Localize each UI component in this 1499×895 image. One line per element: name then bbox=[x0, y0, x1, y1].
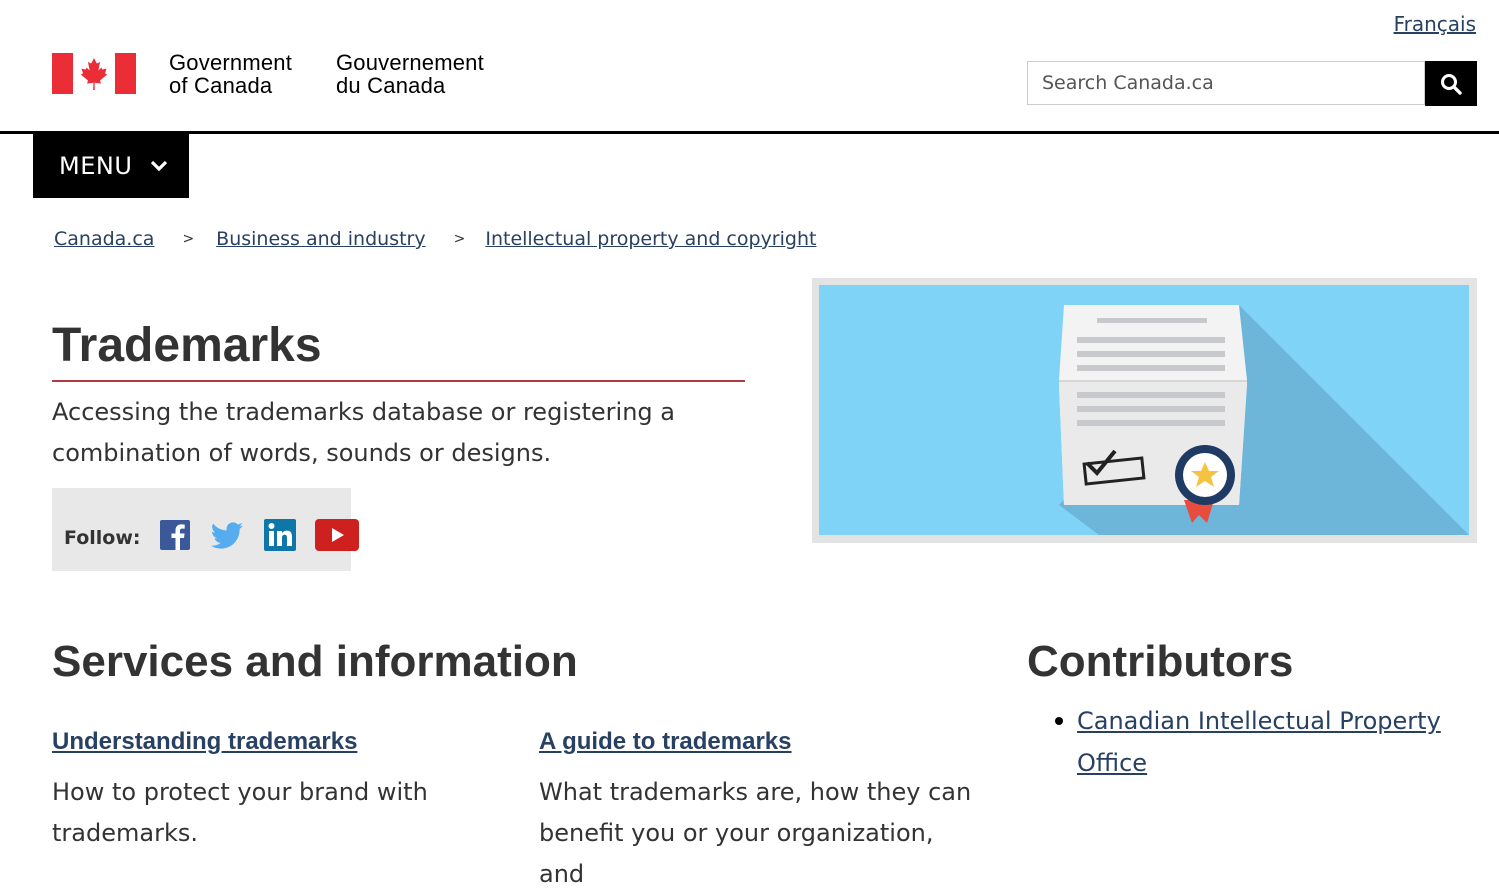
title-underline bbox=[52, 380, 745, 382]
social-follow-bar bbox=[52, 488, 351, 571]
chevron-down-icon bbox=[150, 160, 168, 172]
page-intro: Accessing the trademarks database or registering a combination of words, sounds or designs. bbox=[52, 398, 675, 467]
signature-en-line2: of Canada bbox=[169, 73, 273, 98]
government-signature-en bbox=[169, 51, 292, 97]
government-signature-fr bbox=[336, 51, 484, 97]
youtube-icon[interactable] bbox=[315, 519, 359, 551]
understanding-trademarks-description: How to protect your brand with trademarks. bbox=[52, 778, 428, 847]
twitter-icon[interactable] bbox=[209, 519, 245, 551]
breadcrumb-separator: > bbox=[453, 231, 466, 247]
understanding-trademarks-link[interactable]: Understanding trademarks bbox=[52, 728, 358, 755]
list-item bbox=[1027, 700, 1457, 784]
cipo-link[interactable]: Canadian Intellectual Property Office bbox=[1077, 707, 1441, 777]
contributors-heading: Contributors bbox=[1027, 637, 1294, 686]
trademark-certificate-illustration bbox=[819, 285, 1469, 535]
guide-to-trademarks-link[interactable]: A guide to trademarks bbox=[539, 728, 792, 755]
search-icon bbox=[1440, 73, 1462, 95]
canada-flag-icon bbox=[52, 53, 136, 94]
breadcrumb-business-link[interactable]: Business and industry bbox=[216, 228, 426, 250]
menu-label: MENU bbox=[59, 152, 133, 180]
search-button[interactable] bbox=[1425, 61, 1477, 106]
breadcrumb-separator: > bbox=[182, 231, 195, 247]
menu-button[interactable] bbox=[33, 134, 189, 198]
language-toggle-link[interactable]: Français bbox=[1393, 12, 1476, 36]
follow-label: Follow: bbox=[64, 526, 141, 549]
breadcrumb-canada-link[interactable]: Canada.ca bbox=[54, 228, 155, 250]
signature-en-line1: Government bbox=[169, 50, 293, 75]
signature-fr-line1: Gouvernement bbox=[336, 50, 484, 75]
page-title: Trademarks bbox=[52, 319, 322, 372]
guide-to-trademarks-description: What trademarks are, how they can benefit you or your organization, and bbox=[539, 778, 972, 888]
linkedin-icon[interactable] bbox=[263, 519, 297, 551]
breadcrumb bbox=[54, 228, 816, 250]
contributors-list bbox=[1027, 700, 1457, 784]
header-divider bbox=[0, 131, 1499, 134]
search-input[interactable] bbox=[1027, 61, 1425, 105]
breadcrumb-ip-link[interactable]: Intellectual property and copyright bbox=[485, 228, 817, 250]
signature-fr-line2: du Canada bbox=[336, 73, 446, 98]
facebook-icon[interactable] bbox=[159, 519, 191, 551]
services-heading: Services and information bbox=[52, 637, 578, 686]
